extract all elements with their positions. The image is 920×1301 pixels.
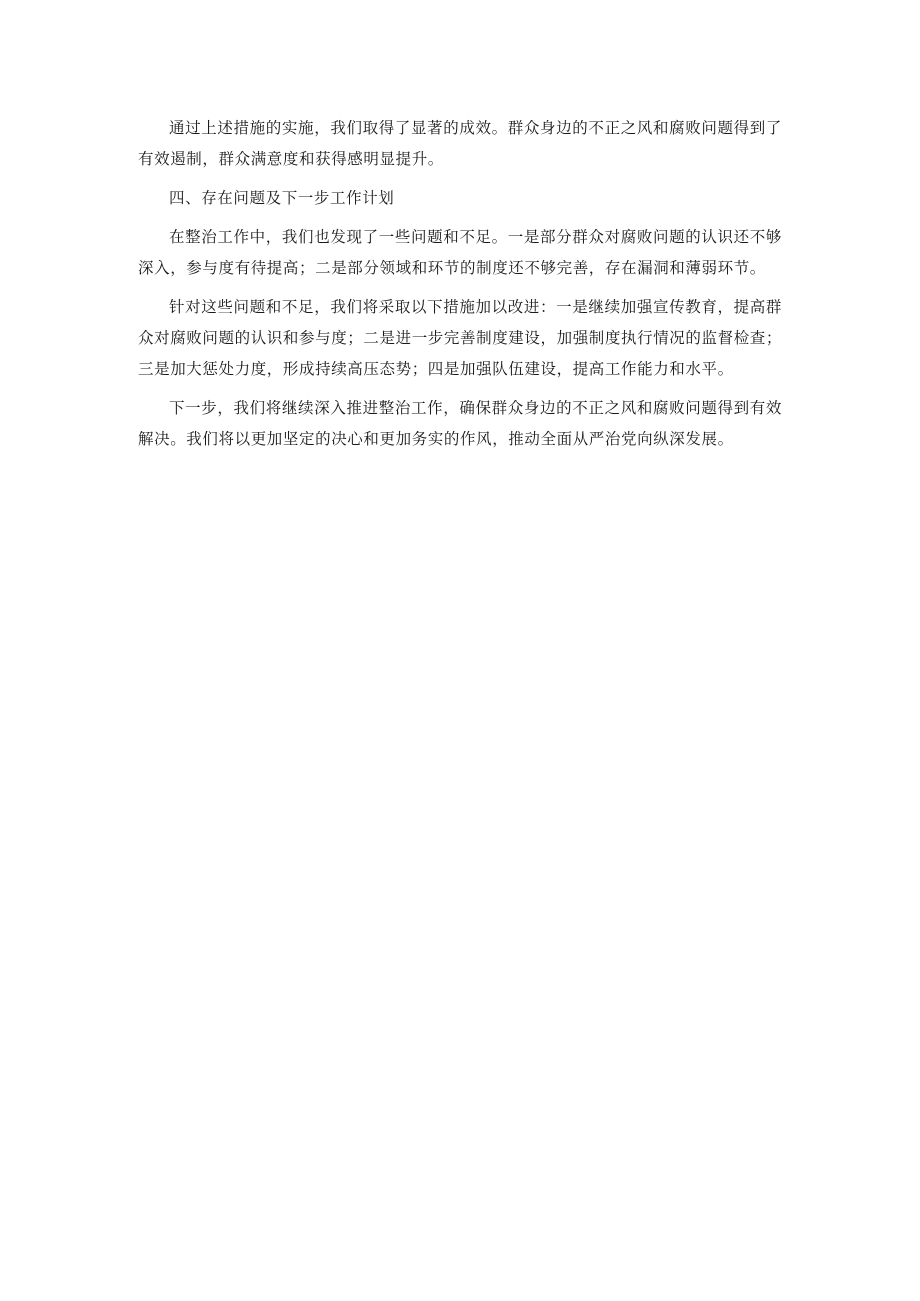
paragraph-results: 通过上述措施的实施，我们取得了显著的成效。群众身边的不正之风和腐败问题得到了有效遏制，群众满意度和获得感明显提升。 — [138, 119, 782, 168]
paragraph-problems: 在整治工作中，我们也发现了一些问题和不足。一是部分群众对腐败问题的认识还不够深入，参与度有待提高；二是部分领域和环节的制度还不够完善，存在漏洞和薄弱环节。 — [138, 228, 782, 277]
paragraph-next-steps: 下一步，我们将继续深入推进整治工作，确保群众身边的不正之风和腐败问题得到有效解决。我们将以更加坚定的决心和更加务实的作风，推动全面从严治党向纵深发展。 — [138, 399, 782, 448]
paragraph-improvements: 针对这些问题和不足，我们将采取以下措施加以改进：一是继续加强宣传教育，提高群众对腐败问题的认识和参与度；二是进一步完善制度建设，加强制度执行情况的监督检查；三是加大惩处力度，形成持续高压态势；四是加强队伍建设，提高工作能力和水平。 — [138, 298, 783, 378]
section-heading-problems-and-plan: 四、存在问题及下一步工作计划 — [169, 189, 395, 207]
document-body — [138, 113, 782, 463]
